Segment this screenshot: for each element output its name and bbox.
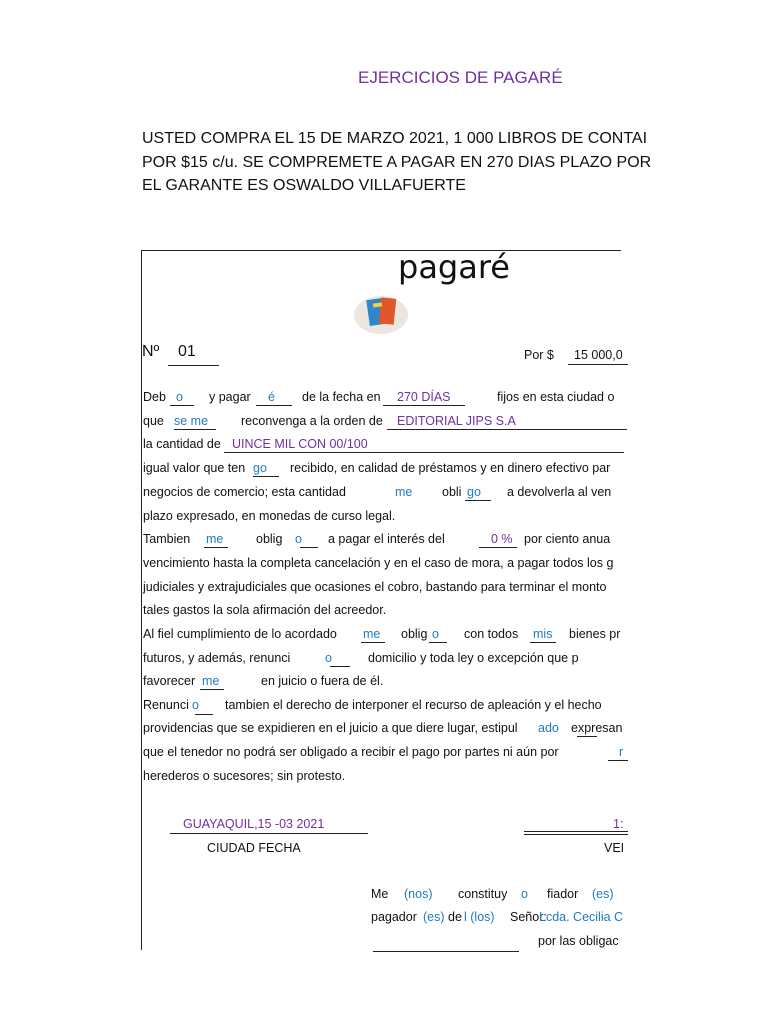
l11-oblig: oblig	[401, 627, 428, 641]
l3-underline	[224, 452, 624, 453]
l11-al: Al fiel cumplimiento de lo acordado	[143, 627, 337, 641]
l1-o-underline	[170, 405, 194, 406]
l7-me: me	[206, 532, 224, 546]
f3-underline	[373, 951, 519, 952]
l7-oblig: oblig	[256, 532, 283, 546]
numero-label: Nº	[142, 343, 160, 360]
l13-me: me	[202, 674, 220, 688]
l4-go-underline	[253, 476, 279, 477]
l9: judiciales y extrajudiciales que ocasiones el cobro, bastando para terminar el monto	[143, 580, 607, 594]
form-top-border	[141, 250, 621, 251]
por-value: 15 000,0	[574, 348, 623, 362]
lugar-fecha-underline	[170, 833, 368, 834]
f1-me: Me	[371, 887, 389, 901]
f1-es: (es)	[592, 887, 614, 901]
l14-tambien: tambien el derecho de interponer el recurso de apleación y el hecho	[225, 698, 602, 712]
l7-pct: 0 %	[491, 532, 513, 546]
l13-favorecer: favorecer	[143, 674, 196, 688]
f1-constituy: constituy	[458, 887, 508, 901]
l1-dias: 270 DÍAS	[397, 390, 451, 404]
l12-o-underline	[330, 666, 350, 667]
l14-o-underline	[195, 714, 213, 715]
l16-r: r	[619, 745, 624, 759]
l10: tales gastos la sola afirmación del acreedor.	[143, 603, 387, 617]
l4-go: go	[253, 461, 267, 475]
l16-tenedor: que el tenedor no podrá ser obligado a recibir el pago por partes ni aún por	[143, 745, 559, 759]
l7-apagar: a pagar el interés del	[328, 532, 445, 546]
l1-dias-underline	[383, 405, 465, 406]
l13-juicio: en juicio o fuera de él.	[261, 674, 384, 688]
vencimiento-value: 1:	[613, 817, 624, 831]
f1-fiador: fiador	[547, 887, 579, 901]
f1-o: o	[521, 887, 528, 901]
l11-o-underline	[429, 642, 447, 643]
l4-recibido: recibido, en calidad de préstamos y en dinero efectivo par	[290, 461, 611, 475]
vencimiento-underline-2	[524, 834, 628, 835]
l14-o: o	[192, 698, 199, 712]
f2-nombre: Lcda. Cecilia C	[539, 910, 624, 924]
l1-e-underline	[256, 405, 292, 406]
intro-line-3: EL GARANTE ES OSWALDO VILLAFUERTE	[142, 177, 466, 194]
vencimiento-underline-1	[524, 831, 628, 832]
f2-es: (es)	[423, 910, 445, 924]
l11-me-underline	[361, 642, 385, 643]
l12-futuros: futuros, y además, renunci	[143, 651, 291, 665]
l13-me-underline	[200, 689, 224, 690]
vencimiento-label: VEI	[604, 841, 625, 855]
l5-go-underline	[465, 500, 491, 501]
f3-obligac: por las obligac	[538, 934, 619, 948]
l14-renunci: Renunci	[143, 698, 189, 712]
l1-o: o	[176, 390, 183, 404]
l16-underline	[608, 760, 628, 761]
l7-o-underline	[300, 547, 318, 548]
l5-go: go	[467, 485, 481, 499]
f2-de: de	[448, 910, 462, 924]
l2-editorial-underline	[387, 429, 627, 430]
l11-o: o	[432, 627, 439, 641]
l11-mis: mis	[533, 627, 553, 641]
por-underline	[568, 364, 628, 365]
l5-negocios: negocios de comercio; esta cantidad	[143, 485, 346, 499]
l15-providencias: providencias que se expidieren en el juicio a que diere lugar, estipul	[143, 721, 518, 735]
l3-quince: UINCE MIL CON 00/100	[232, 437, 368, 451]
l15-underline	[577, 736, 597, 737]
books-logo-icon	[352, 290, 410, 336]
l12-domicilio: domicilio y toda ley o excepción que p	[368, 651, 579, 665]
l5-me: me	[395, 485, 413, 499]
f2-los: l (los)	[464, 910, 495, 924]
por-label: Por $	[524, 348, 554, 362]
l11-bienes: bienes pr	[569, 627, 621, 641]
l2-reconvenga: reconvenga a la orden de	[241, 414, 383, 428]
l5-devolverla: a devolverla al ven	[507, 485, 612, 499]
numero-underline	[168, 365, 219, 366]
l7-pct-underline	[479, 547, 517, 548]
lugar-fecha-value: GUAYAQUIL,15 -03 2021	[183, 817, 325, 831]
pagare-heading: pagaré	[398, 248, 510, 286]
intro-line-2: POR $15 c/u. SE COMPREMETE A PAGAR EN 270 DIAS PLAZO POR	[142, 154, 652, 171]
l3-cantidad: la cantidad de	[143, 437, 221, 451]
ciudad-fecha-label: CIUDAD FECHA	[207, 841, 301, 855]
l2-que: que	[143, 414, 164, 428]
page-title: EJERCICIOS DE PAGARÉ	[358, 68, 563, 87]
l7-o: o	[295, 532, 302, 546]
f2-senor: Señor:	[510, 910, 547, 924]
l11-mis-underline	[530, 642, 556, 643]
numero-value: 01	[178, 343, 196, 360]
l4-igual: igual valor que ten	[143, 461, 246, 475]
l15-expresan: expresan	[571, 721, 623, 735]
l6-plazo: plazo expresado, en monedas de curso legal.	[143, 509, 396, 523]
l15-ado: ado	[538, 721, 559, 735]
f2-pagador: pagador	[371, 910, 417, 924]
l1-pagar: y pagar	[209, 390, 251, 404]
l1-deb: Deb	[143, 390, 166, 404]
l7-tambien: Tambien	[143, 532, 191, 546]
l5-obli: obli	[442, 485, 462, 499]
l2-seme: se me	[174, 414, 209, 428]
l7-me-underline	[204, 547, 228, 548]
l8: vencimiento hasta la completa cancelación y en el caso de mora, a pagar todos los g	[143, 556, 614, 570]
l1-fijos: fijos en esta ciudad o	[497, 390, 615, 404]
l17-herederos: herederos o sucesores; sin protesto.	[143, 769, 346, 783]
l2-editorial: EDITORIAL JIPS S.A	[397, 414, 516, 428]
l7-porciento: por ciento anua	[524, 532, 611, 546]
l11-me: me	[363, 627, 381, 641]
l1-e: é	[268, 390, 275, 404]
l1-fecha: de la fecha en	[302, 390, 381, 404]
l11-contodos: con todos	[464, 627, 519, 641]
f1-nos: (nos)	[404, 887, 433, 901]
l12-o: o	[325, 651, 332, 665]
l2-seme-underline	[174, 429, 216, 430]
intro-line-1: USTED COMPRA EL 15 DE MARZO 2021, 1 000 LIBROS DE CONTAI	[142, 130, 648, 147]
